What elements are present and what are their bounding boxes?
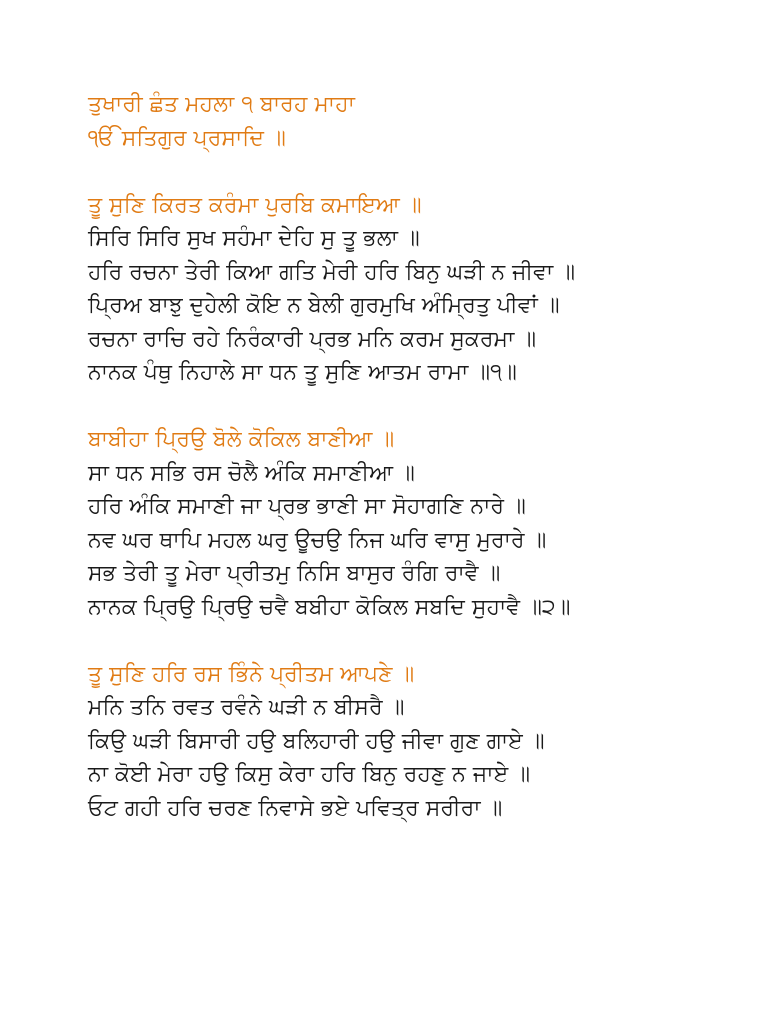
verse-line: ਸਭ ਤੇਰੀ ਤੂ ਮੇਰਾ ਪ੍ਰੀਤਮੁ ਨਿਸਿ ਬਾਸੁਰ ਰੰਗਿ ਰਾਵੈ ॥: [88, 561, 501, 586]
verse-line: ਨਾਨਕ ਪੰਥੁ ਨਿਹਾਲੇ ਸਾ ਧਨ ਤੂ ਸੁਣਿ ਆਤਮ ਰਾਮਾ ॥੧॥: [88, 360, 517, 385]
stanza-gap: [88, 390, 728, 424]
invocation-heading: ੴ ਸਤਿਗੁਰ ਪ੍ਰਸਾਦਿ ॥: [88, 125, 286, 151]
document-page: [88, 88, 728, 825]
title-heading: ਤੁਖਾਰੀ ਛੰਤ ਮਹਲਾ ੧ ਬਾਰਹ ਮਾਹਾ: [88, 92, 355, 117]
verse-line: ਹਰਿ ਅੰਕਿ ਸਮਾਣੀ ਜਾ ਪ੍ਰਭ ਭਾਣੀ ਸਾ ਸੋਹਾਗਣਿ ਨਾਰੇ ॥: [88, 494, 526, 519]
stanza-2: [88, 423, 728, 624]
verse-line: ਨਵ ਘਰ ਥਾਪਿ ਮਹਲ ਘਰੁ ਊਚਉ ਨਿਜ ਘਰਿ ਵਾਸੁ ਮੁਰਾਰੇ ॥: [88, 527, 547, 553]
stanza-heading: ਤੂ ਸੁਣਿ ਹਰਿ ਰਸ ਭਿੰਨੇ ਪ੍ਰੀਤਮ ਆਪਣੇ ॥: [88, 661, 415, 687]
stanza-gap: [88, 155, 728, 189]
verse-line: ਰਚਨਾ ਰਾਚਿ ਰਹੇ ਨਿਰੰਕਾਰੀ ਪ੍ਰਭ ਮਨਿ ਕਰਮ ਸੁਕਰਮਾ ॥: [88, 326, 537, 352]
verse-line: ਸਾ ਧਨ ਸਭਿ ਰਸ ਚੋਲੈ ਅੰਕਿ ਸਮਾਣੀਆ ॥: [88, 460, 415, 486]
verse-line: ਹਰਿ ਰਚਨਾ ਤੇਰੀ ਕਿਆ ਗਤਿ ਮੇਰੀ ਹਰਿ ਬਿਨੁ ਘੜੀ ਨ ਜੀਵਾ ॥: [88, 259, 576, 285]
verse-line: ਨਾਨਕ ਪ੍ਰਿਉ ਪ੍ਰਿਉ ਚਵੈ ਬਬੀਹਾ ਕੋਕਿਲ ਸਬਦਿ ਸੁਹਾਵੈ ॥੨॥: [88, 594, 571, 620]
verse-line: ਪ੍ਰਿਅ ਬਾਝੁ ਦੁਹੇਲੀ ਕੋਇ ਨ ਬੇਲੀ ਗੁਰਮੁਖਿ ਅੰਮ੍ਰਿਤੁ ਪੀਵਾਂ ॥: [88, 293, 560, 318]
stanza-gap: [88, 624, 728, 658]
verse-line: ਓਟ ਗਹੀ ਹਰਿ ਚਰਣ ਨਿਵਾਸੇ ਭਏ ਪਵਿਤ੍ਰ ਸਰੀਰਾ ॥: [88, 795, 503, 821]
stanza-heading: ਬਾਬੀਹਾ ਪ੍ਰਿਉ ਬੋਲੇ ਕੋਕਿਲ ਬਾਣੀਆ ॥: [88, 427, 395, 452]
verse-line: ਮਨਿ ਤਨਿ ਰਵਤ ਰਵੰਨੇ ਘੜੀ ਨ ਬੀਸਰੈ ॥: [88, 695, 405, 720]
stanza-3: [88, 658, 728, 826]
verse-line: ਸਿਰਿ ਸਿਰਿ ਸੁਖ ਸਹੰਮਾ ਦੇਹਿ ਸੁ ਤੂ ਭਲਾ ॥: [88, 226, 420, 251]
verse-line: ਨਾ ਕੋਈ ਮੇਰਾ ਹਉ ਕਿਸੁ ਕੇਰਾ ਹਰਿ ਬਿਨੁ ਰਹਣੁ ਨ ਜਾਏ ॥: [88, 762, 531, 787]
stanza-1: [88, 189, 728, 390]
verse-line: ਕਿਉ ਘੜੀ ਬਿਸਾਰੀ ਹਉ ਬਲਿਹਾਰੀ ਹਉ ਜੀਵਾ ਗੁਣ ਗਾਏ ॥: [88, 728, 545, 754]
stanza-heading: ਤੂ ਸੁਣਿ ਕਿਰਤ ਕਰੰਮਾ ਪੁਰਬਿ ਕਮਾਇਆ ॥: [88, 192, 422, 218]
